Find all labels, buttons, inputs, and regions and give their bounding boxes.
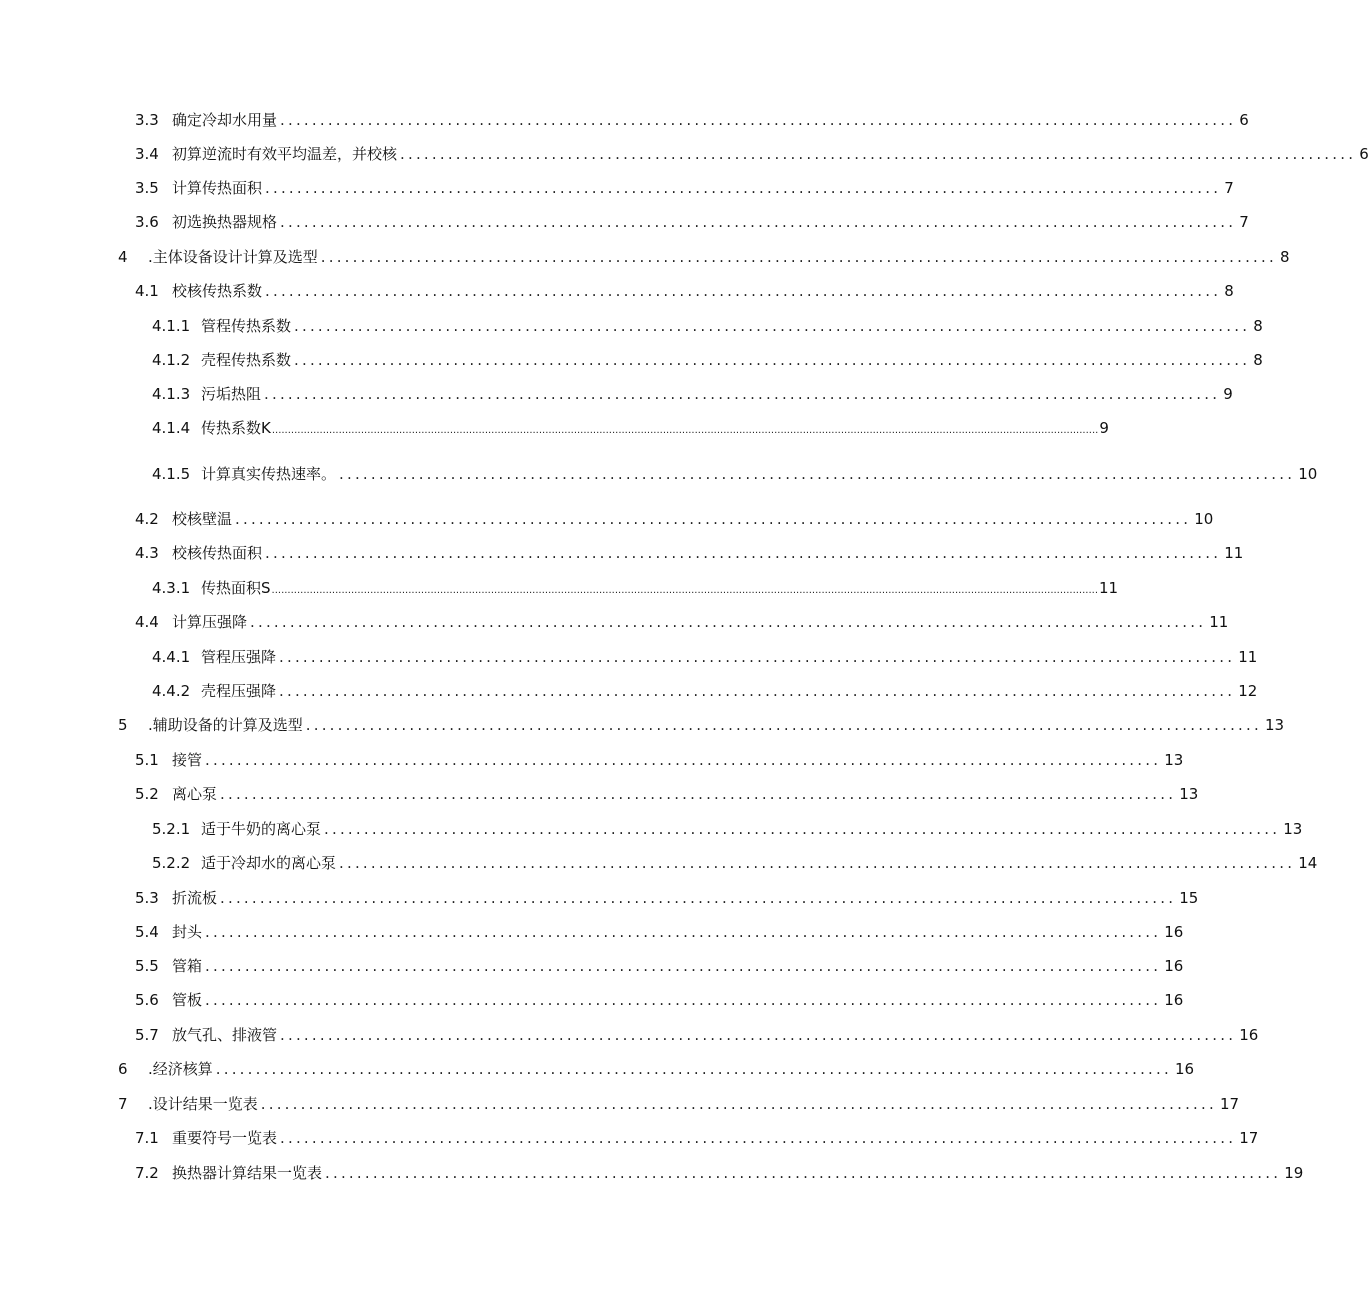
dot-leader: ........................................................................................................................ [305, 716, 1262, 734]
toc-entry-title: 适于牛奶的离心泵 [201, 820, 322, 838]
toc-entry-title: .主体设备设计计算及选型 [148, 248, 318, 266]
dot-leader: ........................................................................................................................ [280, 1026, 1237, 1044]
toc-entry-page-number: 16 [1239, 1026, 1259, 1044]
dot-leader: ........................................................................................................................ [205, 957, 1162, 975]
toc-entry[interactable] [118, 1059, 1195, 1079]
toc-entry-title: 换热器计算结果一览表 [172, 1164, 323, 1182]
toc-entry-page-number: 16 [1174, 1060, 1195, 1078]
toc-entry[interactable] [135, 178, 1234, 198]
toc-entry-page-number: 14 [1298, 854, 1318, 872]
toc-entry-title: 校核传热面积 [172, 544, 263, 562]
toc-entry-title: 离心泵 [172, 785, 218, 803]
toc-entry[interactable] [135, 212, 1249, 232]
toc-entry-number: 4.1.5 [152, 465, 191, 483]
toc-entry[interactable] [135, 990, 1184, 1010]
dot-leader: .................................................................................................................................................................................................................................................................... [271, 585, 1098, 596]
toc-entry-number: 4.1.3 [152, 385, 191, 403]
toc-entry[interactable] [152, 350, 1263, 370]
toc-entry-number: 7 [118, 1095, 128, 1113]
toc-entry[interactable] [135, 110, 1249, 130]
toc-entry-title: 传热面积S [201, 579, 271, 597]
toc-entry-number: 4.4 [135, 613, 159, 631]
toc-entry-title: 传热系数K [201, 419, 271, 437]
toc-entry[interactable] [135, 750, 1184, 770]
toc-entry-number: 5.4 [135, 923, 159, 941]
toc-entry-page-number: 13 [1264, 716, 1285, 734]
toc-entry-number: 4.3 [135, 544, 159, 562]
toc-entry[interactable] [135, 1163, 1304, 1183]
dot-leader: ........................................................................................................................ [279, 682, 1236, 700]
toc-entry-number: 5.6 [135, 991, 159, 1009]
toc-entry[interactable] [152, 316, 1263, 336]
toc-entry-page-number: 11 [1099, 579, 1119, 597]
dot-leader: ........................................................................................................................ [205, 991, 1162, 1009]
toc-entry[interactable] [135, 784, 1199, 804]
toc-entry[interactable] [152, 647, 1258, 667]
toc-entry-title: 初算逆流时有效平均温差，并校核 [172, 145, 398, 163]
toc-entry-number: 3.5 [135, 179, 159, 197]
toc-entry[interactable] [152, 384, 1233, 404]
toc-entry-title: 校核传热系数 [172, 282, 263, 300]
toc-entry[interactable] [152, 819, 1303, 839]
toc-entry-page-number: 7 [1239, 213, 1249, 231]
toc-entry[interactable] [135, 144, 1369, 164]
toc-entry[interactable] [135, 956, 1184, 976]
toc-entry-title: 计算真实传热速率。 [201, 465, 337, 483]
dot-leader: ........................................................................................................................ [250, 613, 1207, 631]
toc-entry-number: 4.1.2 [152, 351, 191, 369]
toc-entry-title: .设计结果一览表 [148, 1095, 258, 1113]
dot-leader: ........................................................................................................................ [265, 544, 1222, 562]
toc-entry-number: 4.1.4 [152, 419, 191, 437]
dot-leader: ........................................................................................................................ [260, 1095, 1217, 1113]
toc-entry-number: 4.1 [135, 282, 159, 300]
toc-entry-page-number: 12 [1238, 682, 1258, 700]
toc-entry[interactable] [135, 922, 1184, 942]
toc-entry-page-number: 8 [1279, 248, 1290, 266]
dot-leader: ........................................................................................................................ [220, 889, 1177, 907]
dot-leader: ........................................................................................................................ [339, 465, 1296, 483]
dot-leader: ........................................................................................................................ [294, 317, 1251, 335]
toc-entry-title: 管程传热系数 [201, 317, 292, 335]
toc-entry[interactable] [152, 464, 1318, 484]
toc-entry-title: 确定冷却水用量 [172, 111, 278, 129]
toc-entry-page-number: 10 [1298, 465, 1318, 483]
toc-entry-number: 4.4.2 [152, 682, 191, 700]
toc-entry-title: 接管 [172, 751, 203, 769]
dot-leader: ........................................................................................................................ [324, 820, 1281, 838]
toc-entry-page-number: 19 [1284, 1164, 1304, 1182]
toc-entry-number: 4.1.1 [152, 317, 191, 335]
toc-entry-title: 封头 [172, 923, 203, 941]
toc-entry-title: 污垢热阻 [201, 385, 262, 403]
toc-entry-number: 3.3 [135, 111, 159, 129]
dot-leader: ........................................................................................................................ [280, 111, 1237, 129]
toc-entry-title: 计算传热面积 [172, 179, 263, 197]
toc-entry[interactable] [135, 543, 1244, 563]
toc-entry-number: 4.4.1 [152, 648, 191, 666]
toc-entry-title: .经济核算 [148, 1060, 213, 1078]
toc-entry-number: 5.2 [135, 785, 159, 803]
toc-entry-title: 管程压强降 [201, 648, 277, 666]
toc-entry-title: 折流板 [172, 889, 218, 907]
toc-entry-page-number: 9 [1223, 385, 1233, 403]
toc-entry-page-number: 13 [1179, 785, 1199, 803]
toc-entry-page-number: 17 [1239, 1129, 1259, 1147]
dot-leader: ........................................................................................................................ [339, 854, 1296, 872]
toc-entry-number: 5.2.1 [152, 820, 191, 838]
toc-entry-page-number: 15 [1179, 889, 1199, 907]
dot-leader: ........................................................................................................................ [264, 385, 1221, 403]
toc-entry-title: 初选换热器规格 [172, 213, 278, 231]
toc-entry-number: 4.3.1 [152, 579, 191, 597]
toc-entry-title: 重要符号一览表 [172, 1129, 278, 1147]
dot-leader: ........................................................................................................................ [220, 785, 1177, 803]
toc-entry-number: 7.2 [135, 1164, 159, 1182]
dot-leader: ........................................................................................................................ [325, 1164, 1282, 1182]
dot-leader: ........................................................................................................................ [265, 179, 1222, 197]
dot-leader: ........................................................................................................................ [265, 282, 1222, 300]
toc-entry-title: .辅助设备的计算及选型 [148, 716, 303, 734]
toc-entry-title: 管箱 [172, 957, 203, 975]
toc-entry-number: 5 [118, 716, 128, 734]
toc-entry-title: 管板 [172, 991, 203, 1009]
toc-entry-page-number: 11 [1238, 648, 1258, 666]
toc-entry-page-number: 10 [1194, 510, 1214, 528]
toc-entry-title: 校核壁温 [172, 510, 233, 528]
toc-entry[interactable] [118, 1094, 1240, 1114]
toc-entry-number: 6 [118, 1060, 128, 1078]
toc-entry[interactable] [152, 853, 1318, 873]
toc-entry-number: 5.5 [135, 957, 159, 975]
dot-leader: ........................................................................................................................ [205, 923, 1162, 941]
toc-entry-title: 壳程压强降 [201, 682, 277, 700]
toc-entry-page-number: 8 [1253, 351, 1263, 369]
toc-entry-title: 壳程传热系数 [201, 351, 292, 369]
toc-entry[interactable] [152, 418, 1109, 441]
toc-entry-page-number: 13 [1283, 820, 1303, 838]
toc-entry-title: 计算压强降 [172, 613, 248, 631]
toc-entry[interactable] [135, 509, 1214, 529]
toc-entry[interactable] [135, 1025, 1259, 1045]
toc-entry-page-number: 6 [1239, 111, 1249, 129]
toc-entry-page-number: 16 [1164, 957, 1184, 975]
toc-entry-number: 5.2.2 [152, 854, 191, 872]
dot-leader: ........................................................................................................................ [215, 1060, 1172, 1078]
toc-entry-title: 适于冷却水的离心泵 [201, 854, 337, 872]
dot-leader: ........................................................................................................................ [205, 751, 1162, 769]
toc-entry-number: 4 [118, 248, 128, 266]
dot-leader: ........................................................................................................................ [280, 213, 1237, 231]
toc-entry[interactable] [135, 281, 1234, 301]
toc-entry-number: 3.4 [135, 145, 159, 163]
dot-leader: ........................................................................................................................ [279, 648, 1236, 666]
toc-entry[interactable] [118, 247, 1290, 267]
toc-entry-page-number: 17 [1219, 1095, 1240, 1113]
toc-entry[interactable] [152, 681, 1258, 701]
toc-entry-page-number: 16 [1164, 923, 1184, 941]
toc-entry[interactable] [152, 578, 1119, 601]
dot-leader: .................................................................................................................................................................................................................................................................... [271, 425, 1099, 436]
dot-leader: ........................................................................................................................ [235, 510, 1192, 528]
toc-entry-page-number: 9 [1099, 419, 1109, 437]
toc-entry-number: 4.2 [135, 510, 159, 528]
toc-entry-number: 3.6 [135, 213, 159, 231]
toc-entry-page-number: 6 [1359, 145, 1369, 163]
toc-entry[interactable] [135, 888, 1199, 908]
toc-entry-number: 5.1 [135, 751, 159, 769]
dot-leader: ........................................................................................................................ [320, 248, 1277, 266]
toc-entry-title: 放气孔、排液管 [172, 1026, 278, 1044]
dot-leader: ........................................................................................................................ [400, 145, 1357, 163]
toc-entry-page-number: 8 [1224, 282, 1234, 300]
toc-entry-number: 7.1 [135, 1129, 159, 1147]
toc-entry-page-number: 11 [1224, 544, 1244, 562]
toc-entry-page-number: 11 [1209, 613, 1229, 631]
toc-entry-page-number: 13 [1164, 751, 1184, 769]
toc-entry-page-number: 8 [1253, 317, 1263, 335]
toc-entry-number: 5.3 [135, 889, 159, 907]
toc-entry[interactable] [135, 1128, 1259, 1148]
toc-entry-number: 5.7 [135, 1026, 159, 1044]
dot-leader: ........................................................................................................................ [294, 351, 1251, 369]
toc-entry[interactable] [118, 715, 1285, 735]
toc-entry-page-number: 7 [1224, 179, 1234, 197]
dot-leader: ........................................................................................................................ [280, 1129, 1237, 1147]
toc-entry[interactable] [135, 612, 1229, 632]
toc-entry-page-number: 16 [1164, 991, 1184, 1009]
